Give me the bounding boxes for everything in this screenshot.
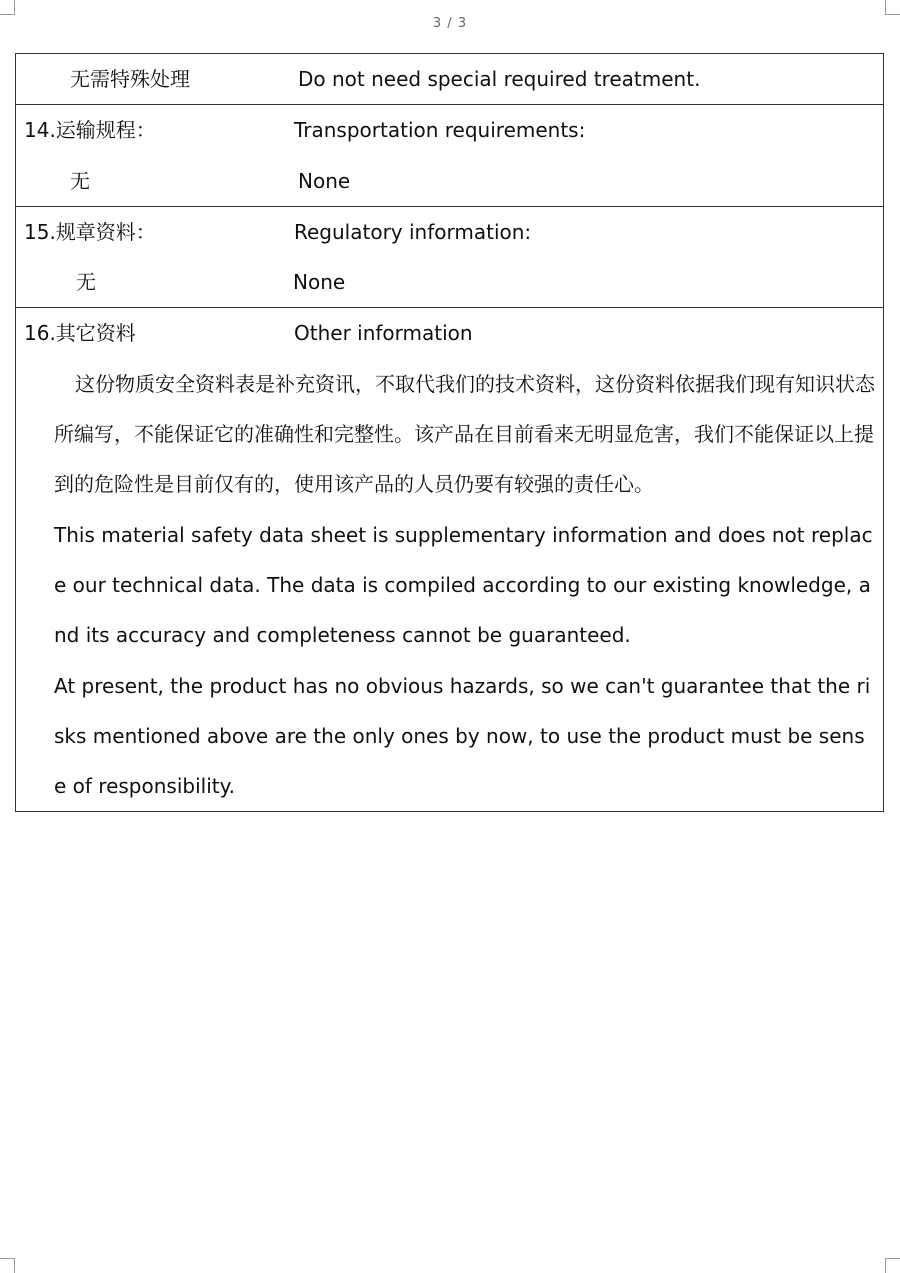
table-row <box>16 308 883 358</box>
section-16-paragraph-en-2: At present, the product has no obvious hazards, so we can't guarantee that the risks mentioned above are the only ones by now, to use the product must be sense of responsibility. <box>54 673 871 799</box>
section-16-heading-zh: 16.其它资料 <box>24 321 136 346</box>
section-14-heading-zh: 14.运输规程： <box>24 118 156 143</box>
section-15-regulatory <box>16 206 883 308</box>
section-14-transport <box>16 104 883 206</box>
table-row <box>16 105 883 155</box>
section-16-heading-en: Other information <box>294 321 473 346</box>
table-row <box>16 156 883 206</box>
section-15-value-en: None <box>293 270 346 295</box>
section-14-heading-en: Transportation requirements: <box>294 118 586 143</box>
crop-mark-bottom-right <box>885 1258 900 1273</box>
table-row <box>16 207 883 257</box>
table-row <box>16 54 883 104</box>
section-14-value-zh: 无 <box>70 168 90 193</box>
section-14-value-en: None <box>298 168 351 193</box>
section-16-paragraph-en-1: This material safety data sheet is supplementary information and does not replace our technical data. The data is compiled according to our existing knowledge, and its accuracy and completeness cannot be guaranteed. <box>54 522 873 648</box>
crop-mark-bottom-left <box>0 1258 15 1273</box>
section-13-tail <box>16 54 883 104</box>
section-13-value-zh: 无需特殊处理 <box>70 67 190 91</box>
crop-mark-top-right <box>885 0 900 15</box>
safety-data-sheet-table <box>15 53 884 812</box>
section-13-value-en: Do not need special required treatment. <box>298 67 701 91</box>
section-15-heading-zh: 15.规章资料： <box>24 219 156 244</box>
page-indicator: 3 / 3 <box>432 16 468 31</box>
table-row <box>16 257 883 307</box>
section-16-other <box>16 307 883 811</box>
section-16-paragraph-zh: 这份物质安全资料表是补充资讯，不取代我们的技术资料，这份资料依据我们现有知识状态所编写，不能保证它的准确性和完整性。该产品在目前看来无明显危害，我们不能保证以上提到的危险性是目前仅有的，使用该产品的人员仍要有较强的责任心。 <box>54 371 875 497</box>
crop-mark-top-left <box>0 0 15 15</box>
section-15-value-zh: 无 <box>76 270 96 295</box>
section-15-heading-en: Regulatory information: <box>294 219 532 244</box>
